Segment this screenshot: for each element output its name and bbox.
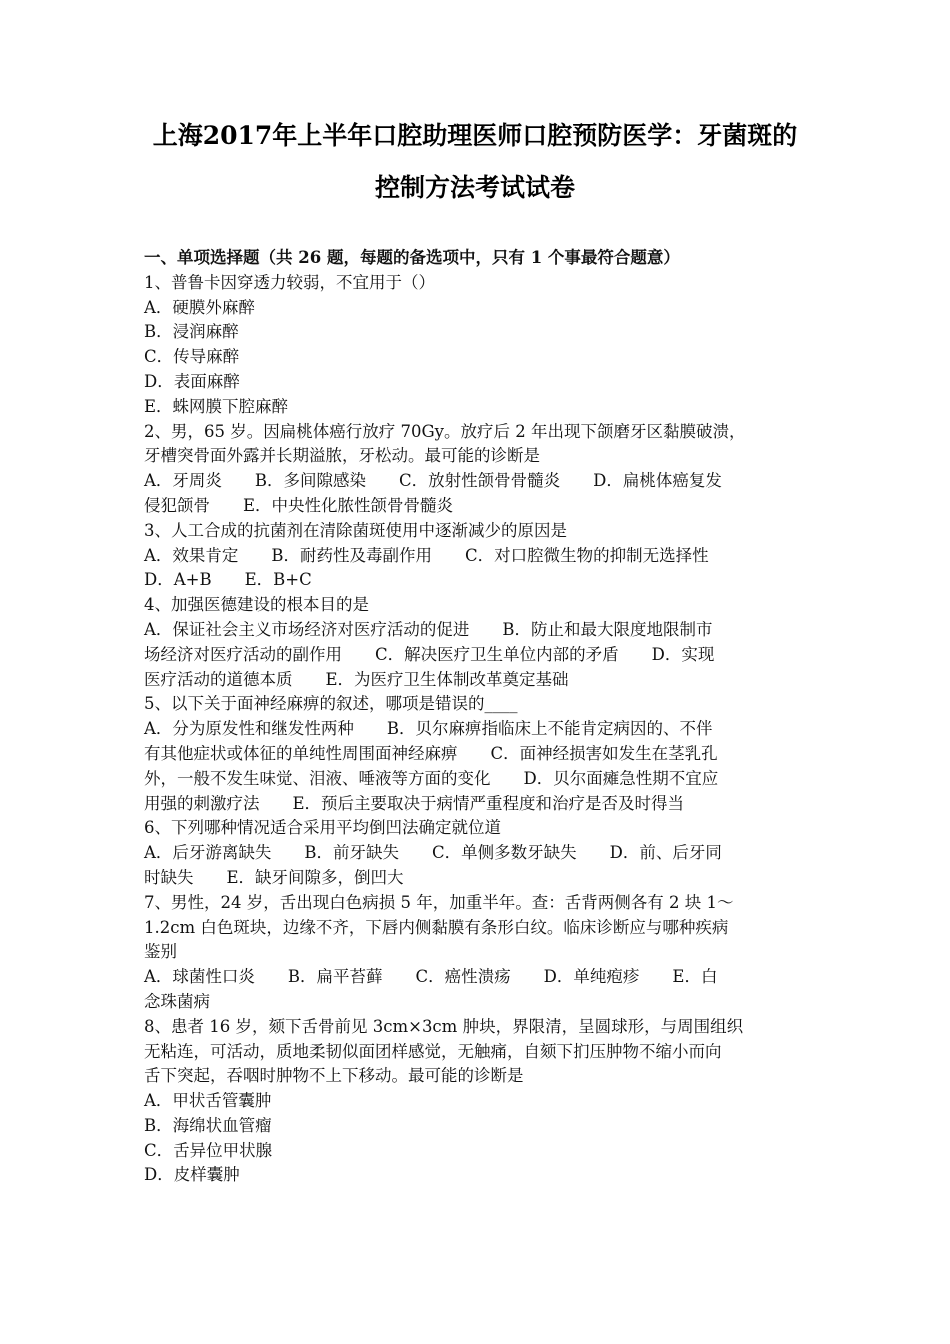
- text-line: D．表面麻醉: [144, 371, 240, 391]
- text-line: 念珠菌病: [144, 991, 210, 1011]
- text-line: 场经济对医疗活动的副作用 C．解决医疗卫生单位内部的矛盾 D．实现: [144, 644, 715, 664]
- text-line: E．蛛网膜下腔麻醉: [144, 396, 289, 416]
- text-line: 6、下列哪种情况适合采用平均倒凹法确定就位道: [144, 818, 501, 838]
- text-line: B．浸润麻醉: [144, 322, 239, 342]
- text-line: B．海绵状血管瘤: [144, 1115, 272, 1135]
- text-line: A．球菌性口炎 B．扁平苔藓 C．癌性溃疡 D．单纯疱疹 E．白: [144, 967, 718, 987]
- text-line: 鉴别: [144, 942, 177, 962]
- text-line: 4、加强医德建设的根本目的是: [144, 595, 369, 615]
- text-line: A．保证社会主义市场经济对医疗活动的促进 B．防止和最大限度地限制市: [144, 619, 713, 639]
- text-line: 医疗活动的道德本质 E．为医疗卫生体制改革奠定基础: [144, 669, 569, 689]
- text-line: 3、人工合成的抗菌剂在清除菌斑使用中逐渐减少的原因是: [144, 520, 567, 540]
- text-line: A．硬膜外麻醉: [144, 297, 255, 317]
- text-line: 无粘连，可活动，质地柔韧似面团样感觉，无触痛，自颏下扪压肿物不缩小而向: [144, 1041, 722, 1061]
- question-list: [144, 271, 816, 1188]
- text-line: A．后牙游离缺失 B．前牙缺失 C．单侧多数牙缺失 D．前、后牙同: [144, 843, 722, 863]
- text-line: 用强的刺激疗法 E．预后主要取决于病情严重程度和治疗是否及时得当: [144, 793, 685, 813]
- text-line: A．效果肯定 B．耐药性及毒副作用 C．对口腔微生物的抑制无选择性: [144, 545, 709, 565]
- text-line: 5、以下关于面神经麻痹的叙述，哪项是错误的____: [144, 694, 518, 714]
- text-line: A．牙周炎 B．多间隙感染 C．放射性颌骨骨髓炎 D．扁桃体癌复发: [144, 471, 722, 491]
- document-title-line-1: 上海2017年上半年口腔助理医师口腔预防医学：牙菌斑的: [152, 121, 798, 150]
- text-line: C．舌异位甲状腺: [144, 1140, 273, 1160]
- text-line: C．传导麻醉: [144, 347, 240, 367]
- text-line: 外，一般不发生味觉、泪液、唾液等方面的变化 D．贝尔面瘫急性期不宜应: [144, 768, 719, 788]
- text-line: 2、男，65 岁。因扁桃体癌行放疗 70Gy。放疗后 2 年出现下颌磨牙区黏膜破溃，: [144, 421, 746, 441]
- text-line: 1、普鲁卡因穿透力较弱，不宜用于（）: [144, 272, 435, 292]
- text-line: 侵犯颌骨 E．中央性化脓性颌骨骨髓炎: [144, 495, 454, 515]
- text-line: 1.2cm 白色斑块，边缘不齐，下唇内侧黏膜有条形白纹。临床诊断应与哪种疾病: [144, 917, 729, 937]
- text-line: A．分为原发性和继发性两种 B．贝尔麻痹指临床上不能肯定病因的、不伴: [144, 719, 713, 739]
- text-line: 舌下突起，吞咽时肿物不上下移动。最可能的诊断是: [144, 1066, 524, 1086]
- text-line: 7、男性，24 岁，舌出现白色病损 5 年，加重半年。查：舌背两侧各有 2 块 1～: [144, 892, 734, 912]
- text-line: 8、患者 16 岁，颏下舌骨前见 3cm×3cm 肿块，界限清，呈圆球形，与周围组织: [144, 1016, 744, 1036]
- text-line: A．甲状舌管囊肿: [144, 1091, 272, 1111]
- text-line: 有其他症状或体征的单纯性周围面神经麻痹 C．面神经损害如发生在茎乳孔: [144, 743, 718, 763]
- text-line: 牙槽突骨面外露并长期溢脓，牙松动。最可能的诊断是: [144, 446, 540, 466]
- text-line: 时缺失 E．缺牙间隙多，倒凹大: [144, 867, 404, 887]
- document-body: [144, 246, 816, 1188]
- document-title-line-2: 控制方法考试试卷: [374, 173, 575, 202]
- section-heading: 一、单项选择题（共 26 题，每题的备选项中，只有 1 个事最符合题意）: [144, 248, 680, 267]
- text-line: D．A+B E．B+C: [144, 570, 312, 590]
- text-line: D．皮样囊肿: [144, 1165, 240, 1185]
